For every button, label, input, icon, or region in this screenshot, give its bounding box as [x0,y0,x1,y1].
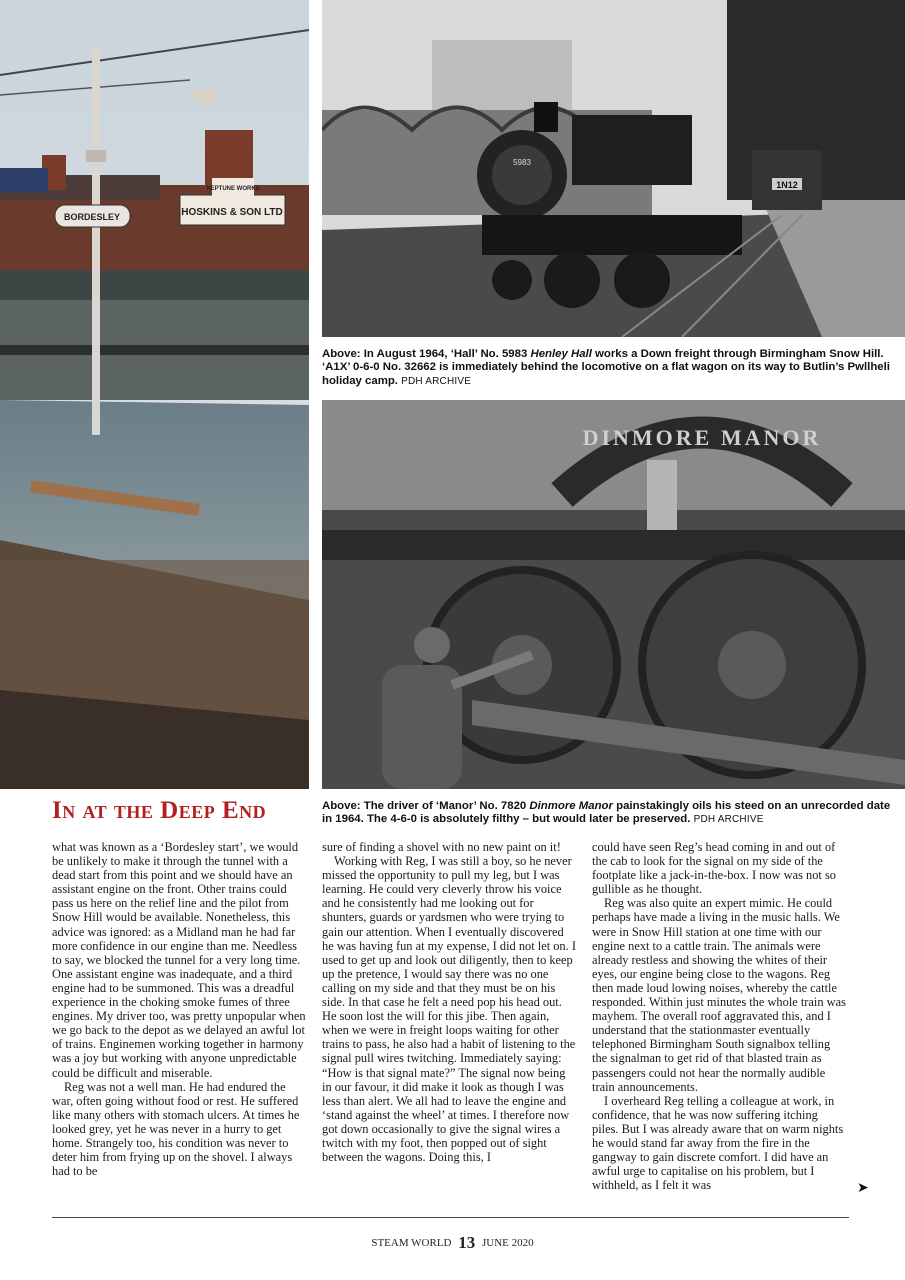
caption-loco-name: Henley Hall [530,348,592,360]
caption-text: Above: In August 1964, ‘Hall’ No. 5983 [322,348,531,360]
text-column-3 [592,840,847,1192]
caption-text: painstakingly oils his steed on an unrecorded date in 1964. The 4-6-0 is absolutely filthy – but would later be preserved. [322,800,891,826]
paragraph: I overheard Reg telling a colleague at work, in confidence, that he was now suffering itching piles. But I was already aware that on warm nights he would stand far away from the fire in the gangway to gain discrete comfort. I did have an awful urge to capitalise on his problem, but I withheld, as I felt it was [592,1093,844,1193]
neptune-works-sign: NEPTUNE WORKS [206,186,260,192]
paragraph: what was known as a ‘Bordesley start’, we would be unlikely to make it through the tunnel with a dead start from this point and we should have an assistant engine on the front. Other trains could pass us here on the relief line and the pilot from Snow Hill would be available. Nonetheless, this advice was ignored: as a Midland man he had far more confidence in our engine than me. Needless to say, we blocked the tunnel for a very long time. One assistant engine was inadequate, and a third engine had to be summoned. This was a dreadful experience in the choking smoke fumes of three engines. My driver too, was pretty unpopular when we go back to the depot as we delayed an awful lot of trains. Enginemen working together in harmony was a joy but working with anyone unpredictable could be difficult and miserable. [52,840,306,1080]
photo-credit: PDH ARCHIVE [401,375,472,387]
magazine-name: STEAM WORLD [371,1237,452,1249]
footer-rule [52,1217,849,1218]
bordesley-sign: BORDESLEY [63,212,121,222]
caption-loco-name: Dinmore Manor [529,800,613,812]
page-number: 13 [458,1233,476,1252]
continue-arrow-icon: ➤ [857,1180,869,1196]
paragraph: sure of finding a shovel with no new paint on it! [322,840,561,854]
photo-bordesley-station [0,0,309,789]
caption-text: works a Down freight through Birmingham Snow Hill. ‘A1X’ 0-6-0 No. 32662 is immediately behind the locomotive on a flat wagon on its way to Butlin’s Pwllheli holiday camp. [322,348,890,387]
photo-dinmore-manor [322,400,905,789]
photo-snow-hill-hall [322,0,905,337]
paragraph: Reg was also quite an expert mimic. He could perhaps have made a living in the music halls. We were in Snow Hill station at one time with our engine next to a cattle train. The animals were already restless and showing the whites of their eyes, our engine being close to the wagons. Reg then made loud lowing noises, whereby the cattle responded. Within just minutes the whole train was mayhem. The overall roof aggravated this, and I understand that the stationmaster eventually telephoned Birmingham South signalbox telling the signalman to get rid of that blasted train as passengers could not hear the normally audible train announcements. [592,896,846,1094]
caption-snow-hill [322,348,892,388]
section-headline: In at the Deep End [52,797,267,824]
paragraph: could have seen Reg’s head coming in and out of the cab to look for the signal on my side of the footplate like a jack-in-the-box. I now was not so gullible as he thought. [592,840,836,897]
smokebox-number: 5983 [513,158,531,167]
photo-credit: PDH ARCHIVE [693,814,764,826]
hoskins-sign: HOSKINS & SON LTD [181,207,283,218]
text-column-2 [322,840,577,1164]
paragraph: Reg was not a well man. He had endured the war, often going without food or rest. He suffered like many others with stomach ulcers. At times he looked grey, yet he was never in a hurry to get home. Strangely too, his condition was never to deter him from frying up on the shovel. I always had to be [52,1079,300,1179]
nameplate: DINMORE MANOR [582,425,822,450]
page-footer [0,1233,905,1253]
text-column-1 [52,840,307,1178]
caption-text: Above: The driver of ‘Manor’ No. 7820 [322,800,530,812]
caption-dinmore-manor [322,800,892,827]
issue-date: JUNE 2020 [482,1237,534,1249]
paragraph: Working with Reg, I was still a boy, so he never missed the opportunity to pull my leg, but I was learning. He could very cleverly throw his voice and he consistently had me looking out for shunters, guards or yardsmen who were trying to gain our attention. When I eventually discovered he was having fun at my expense, I did not let on. I used to get up and look out diligently, then to keep up the pretence, I would say there was no one calling on my side and that they must be on his side. In that case he felt a need pop his head out. He soon lost the will for this jibe. Then again, when we were in freight loops waiting for other trains to pass, he also had a habit of listening to the signal pull wires twitching. Immediately saying: “How is that signal mate?” The signal now being in our favour, it did make it look as though I was less than alert. We all had to leave the engine and ‘stand against the wheel’ at times. I therefore now got down occasionally to give the signal wires a twitch with my foot, then popped out of sight between the wagons. Doing this, I [322,854,576,1165]
headcode: 1N12 [776,180,798,190]
